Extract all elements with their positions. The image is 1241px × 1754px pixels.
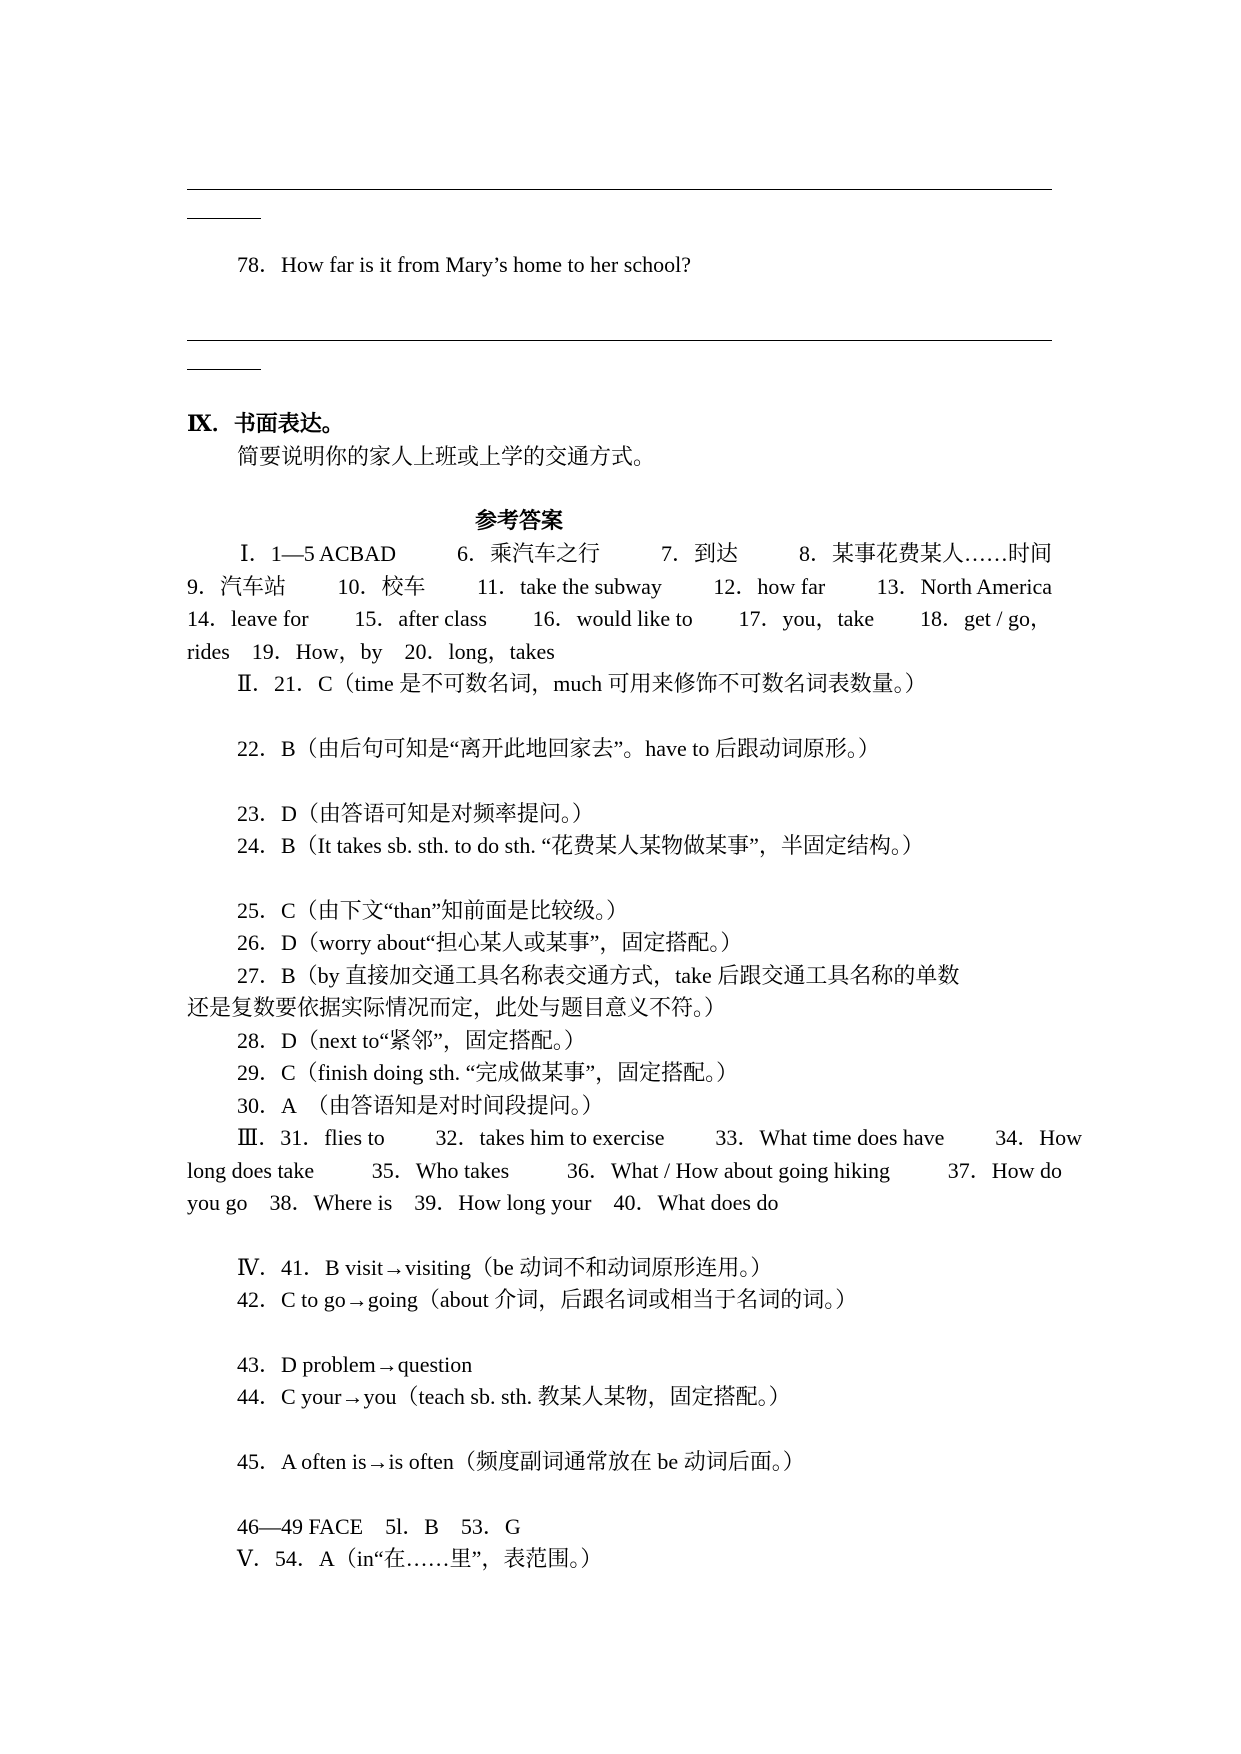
answers-section-1-line-1 [240,543,1052,565]
answer-blank-line [187,189,1052,190]
answers-section-3-line-2 [187,1160,1062,1182]
answer-23: 23．D（由答语可知是对频率提问。） [237,801,594,826]
answer-28: 28．D（next to“紧邻”，固定搭配。） [237,1028,586,1053]
question-78: 78．How far is it from Mary’s home to her school? [237,252,691,277]
writing-heading: Ⅸ．书面表达。 [187,411,344,436]
answer-item: long does take [187,1158,315,1183]
answer-29: 29．C（finish doing sth. “完成做某事”，固定搭配。） [237,1060,739,1085]
answers-section-3-line-1 [237,1127,1082,1149]
answer-item: 15．after class [354,606,487,631]
answer-item: 10．校车 [337,574,426,599]
answer-30: 30．A （由答语知是对时间段提问。） [237,1093,604,1118]
answer-blank-line-continuation [187,218,261,219]
answer-54: Ⅴ．54．A（in“在……里”，表范围。） [237,1546,603,1571]
answer-blank-line [187,340,1052,341]
answer-26: 26．D（worry about“担心某人或某事”，固定搭配。） [237,930,743,955]
answers-section-1-line-4: rides 19．How，by 20．long，takes [187,639,555,664]
writing-instruction: 简要说明你的家人上班或上学的交通方式。 [237,444,656,469]
answer-25: 25．C（由下文“than”知前面是比较级。） [237,898,629,923]
answer-item: 9．汽车站 [187,574,287,599]
answer-item: 13．North America [876,574,1052,599]
answer-item: 8．某事花费某人……时间 [798,541,1052,566]
answer-item: 35．Who takes [371,1158,510,1183]
answer-blank-line-continuation [187,369,261,370]
answer-item: 6．乘汽车之行 [456,541,600,566]
answer-item: 33．What time does have [715,1125,945,1150]
answers-section-1-line-3 [187,608,1052,630]
answer-44: 44．C your→you（teach sb. sth. 教某人某物，固定搭配。） [237,1384,791,1409]
answer-43: 43．D problem→question [237,1352,473,1377]
answer-41: Ⅳ．41．B visit→visiting（be 动词不和动词原形连用。） [237,1255,773,1280]
answer-22: 22．B（由后句可知是“离开此地回家去”。have to 后跟动词原形。） [237,736,880,761]
answer-24: 24．B（It takes sb. sth. to do sth. “花费某人某物做某事”，半固定结构。） [237,833,924,858]
answer-item: 36．What / How about going hiking [566,1158,891,1183]
answer-27-line-1: 27．B（by 直接加交通工具名称表交通方式，take 后跟交通工具名称的单数 [237,963,960,988]
answers-section-1-line-2 [187,576,1052,598]
answer-item: 14．leave for [187,606,309,631]
answer-item: 34．How [995,1125,1082,1150]
answer-item: 12．how far [713,574,826,599]
answer-item: 11．take the subway [476,574,662,599]
answer-item: 32．takes him to exercise [435,1125,665,1150]
answer-45: 45．A often is→is often（频度副词通常放在 be 动词后面。） [237,1449,805,1474]
answer-27-line-2: 还是复数要依据实际情况而定，此处与题目意义不符。） [187,995,727,1020]
answer-item: 16．would like to [532,606,693,631]
answer-42: 42．C to go→going（about 介词，后跟名词或相当于名词的词。） [237,1287,858,1312]
answer-item: 18．get / go， [919,606,1052,631]
answer-21: Ⅱ．21．C（time 是不可数名词，much 可用来修饰不可数名词表数量。） [237,671,927,696]
answer-item: 17．you，take [738,606,875,631]
answer-key-title: 参考答案 [475,508,564,533]
answer-item: 37．How do [947,1158,1062,1183]
answer-item: 7．到达 [660,541,738,566]
answers-section-3-line-3: you go 38．Where is 39．How long your 40．What does do [187,1190,779,1215]
answer-item: Ⅲ．31．flies to [237,1125,385,1150]
answer-46-53: 46—49 FACE 5l．B 53．G [237,1514,521,1539]
answer-item: Ⅰ．1—5 ACBAD [240,541,396,566]
